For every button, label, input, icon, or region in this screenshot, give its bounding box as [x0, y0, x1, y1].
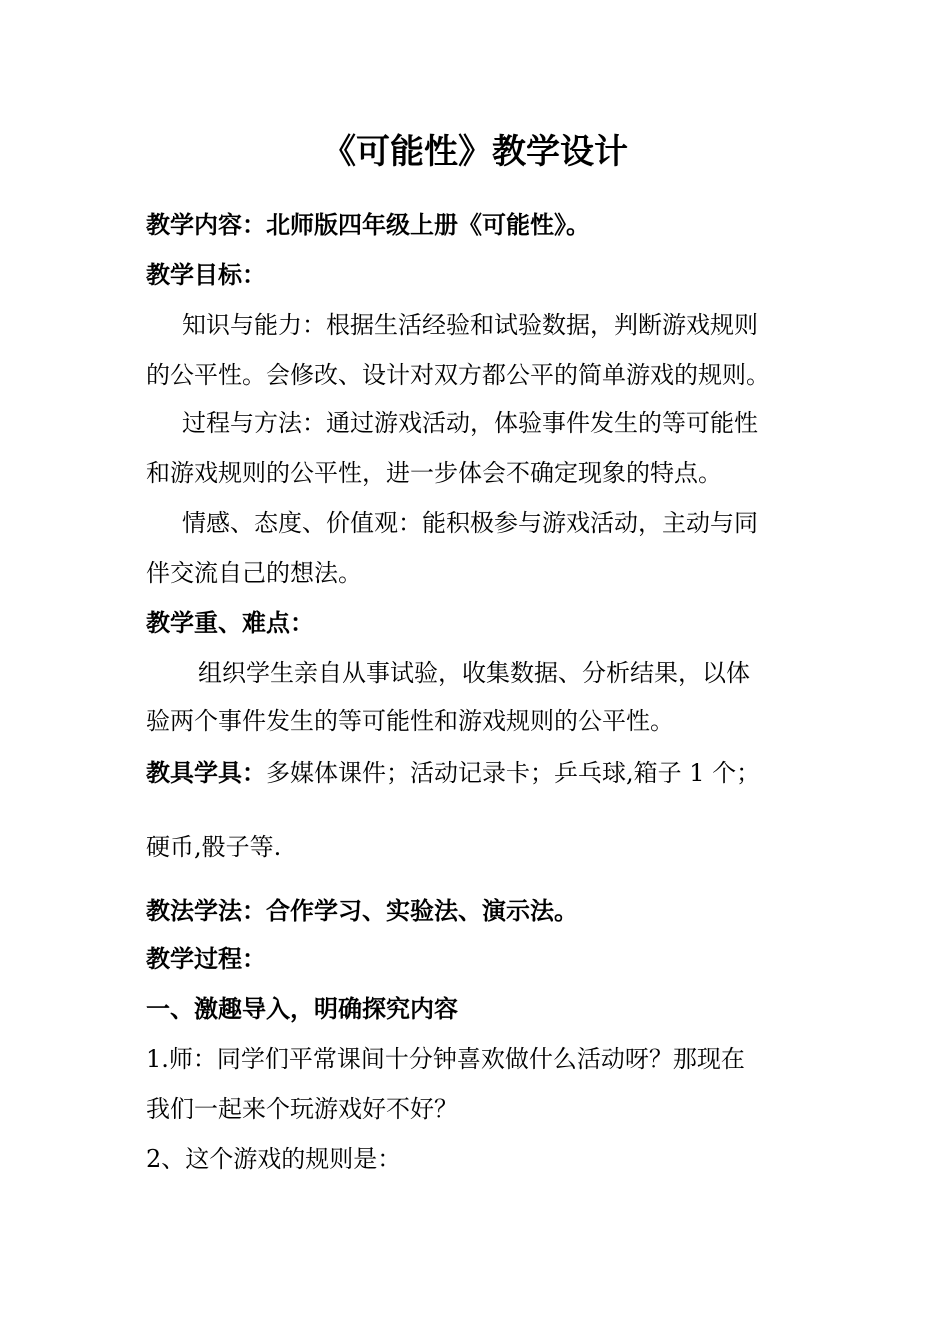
tools-line-2: 硬币,骰子等.: [146, 833, 282, 861]
objective-attitude-line-2: 伴交流自己的想法。: [146, 559, 362, 587]
key-points-line-2: 验两个事件发生的等可能性和游戏规则的公平性。: [146, 707, 674, 735]
tools-label: 教具学具：: [146, 759, 266, 787]
methods-line: 教法学法：合作学习、实验法、演示法。: [146, 897, 578, 925]
objective-process-line-2: 和游戏规则的公平性，进一步体会不确定现象的特点。: [146, 459, 722, 487]
document-title: 《可能性》教学设计: [322, 132, 628, 172]
process-heading: 教学过程：: [146, 945, 266, 973]
step-1-line-2: 我们一起来个玩游戏好不好？: [146, 1095, 458, 1123]
section-1-heading: 一、激趣导入，明确探究内容: [146, 995, 458, 1023]
tools-line: [146, 756, 760, 790]
key-points-heading: 教学重、难点：: [146, 609, 314, 637]
objectives-heading: 教学目标：: [146, 261, 266, 289]
objective-attitude-line-1: 情感、态度、价值观：能积极参与游戏活动，主动与同: [182, 509, 758, 537]
step-2-line-1: 2、这个游戏的规则是：: [146, 1145, 402, 1173]
objective-knowledge-line-1: 知识与能力：根据生活经验和试验数据，判断游戏规则: [182, 311, 758, 339]
step-1-line-1: 1.师：同学们平常课间十分钟喜欢做什么活动呀？那现在: [146, 1045, 745, 1073]
objective-process-line-1: 过程与方法：通过游戏活动，体验事件发生的等可能性: [182, 409, 758, 437]
tools-text: 多媒体课件；活动记录卡；乒乓球,箱子 1 个；: [266, 759, 761, 787]
key-points-line-1: 组织学生亲自从事试验，收集数据、分析结果，以体: [198, 659, 750, 687]
teaching-content-line: 教学内容：北师版四年级上册《可能性》。: [146, 211, 590, 239]
objective-knowledge-line-2: 的公平性。会修改、设计对双方都公平的简单游戏的规则。: [146, 361, 770, 389]
